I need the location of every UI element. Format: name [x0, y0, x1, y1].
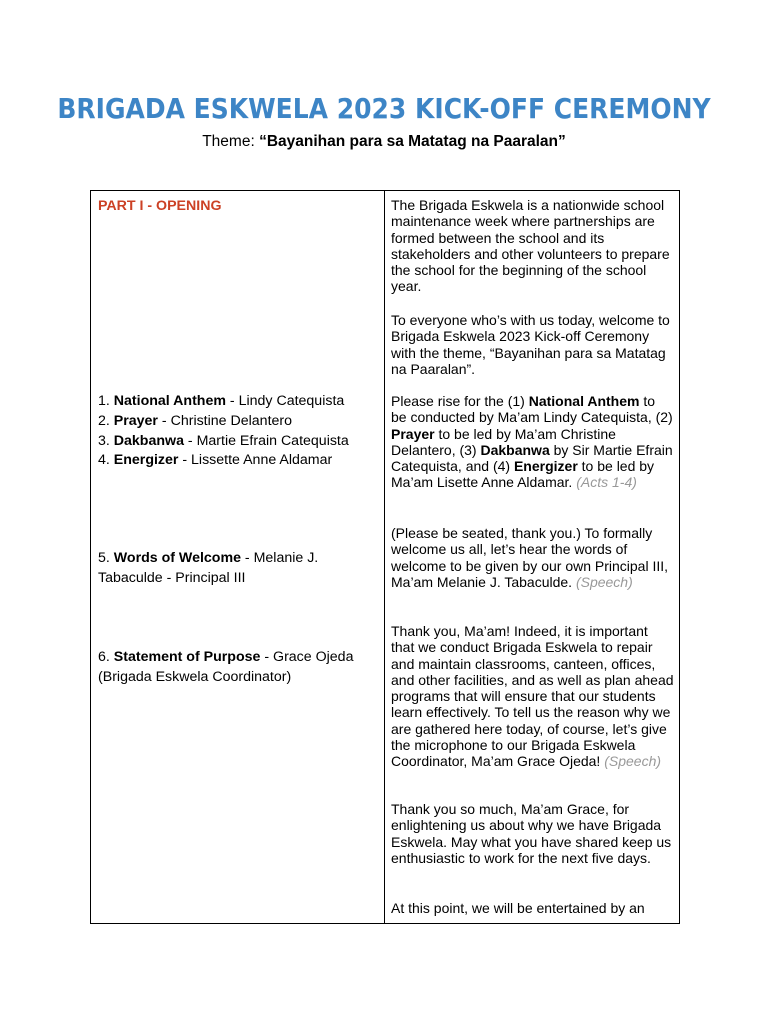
purpose-script: Thank you, Ma’am! Indeed, it is important that we conduct Brigada Eskwela to repair and maintain classrooms, canteen, offices, and other facilities, and as well as plan ahead programs that will ensure that our students learn effectively. To tell us the reason why we are gathered here today, of course, let’s give the microphone to our Brigada Eskwela Coordinator, Ma’am Grace Ojeda! (Speech)	[391, 623, 674, 770]
stage-note: (Speech)	[575, 573, 633, 590]
welcome-paragraph: To everyone who’s with us today, welcome to Brigada Eskwela 2023 Kick-off Ceremony with the theme, “Bayanihan para sa Matatag na Paaralan”.	[391, 312, 670, 377]
intro-paragraph: The Brigada Eskwela is a nationwide school maintenance week where partnerships are formed between the school and its stakeholders and other volunteers to prepare the school for the beginning of the school year.	[391, 197, 670, 295]
part-heading: PART I - OPENING	[98, 198, 222, 214]
list-item-purpose: 6. Statement of Purpose - Grace Ojeda (Brigada Eskwela Coordinator)	[98, 649, 354, 685]
stage-note: (Speech)	[604, 753, 662, 770]
program-script-column	[385, 191, 680, 924]
list-item: 4. Energizer - Lissette Anne Aldamar	[98, 452, 333, 469]
program-table	[90, 190, 680, 924]
welcome-script: (Please be seated, thank you.) To formally welcome us all, let’s hear the words of welcome to be given by our own Principal III, Ma’am Melanie J. Tabaculde. (Speech)	[391, 525, 669, 590]
document-title: BRIGADA ESKWELA 2023 KICK-OFF CEREMONY	[57, 92, 711, 125]
acts-list	[98, 392, 373, 471]
theme-value: “Bayanihan para sa Matatag na Paaralan”	[259, 133, 566, 150]
theme-line	[0, 133, 768, 151]
list-item: 3. Dakbanwa - Martie Efrain Catequista	[98, 432, 349, 449]
next-script: At this point, we will be entertained by an	[391, 900, 645, 916]
stage-note: (Acts 1-4)	[576, 474, 637, 491]
theme-label: Theme:	[202, 133, 260, 150]
list-item-welcome: 5. Words of Welcome - Melanie J. Tabaculde - Principal III	[98, 550, 319, 586]
acts-script: Please rise for the (1) National Anthem to be conducted by Ma’am Lindy Catequista, (2) Prayer to be led by Ma’am Christine Delantero, (3) Dakbanwa by Sir Martie Efrain Catequista, and (4) Energizer to be led by Ma’am Lisette Anne Aldamar. (Acts 1-4)	[391, 393, 673, 491]
program-left-column	[91, 191, 385, 924]
thanks-script: Thank you so much, Ma’am Grace, for enlightening us about why we have Brigada Eskwela. May what you have shared keep us enthusiastic to work for the next five days.	[391, 801, 672, 866]
list-item: 1. National Anthem - Lindy Catequista	[98, 393, 345, 409]
list-item: 2. Prayer - Christine Delantero	[98, 412, 293, 429]
